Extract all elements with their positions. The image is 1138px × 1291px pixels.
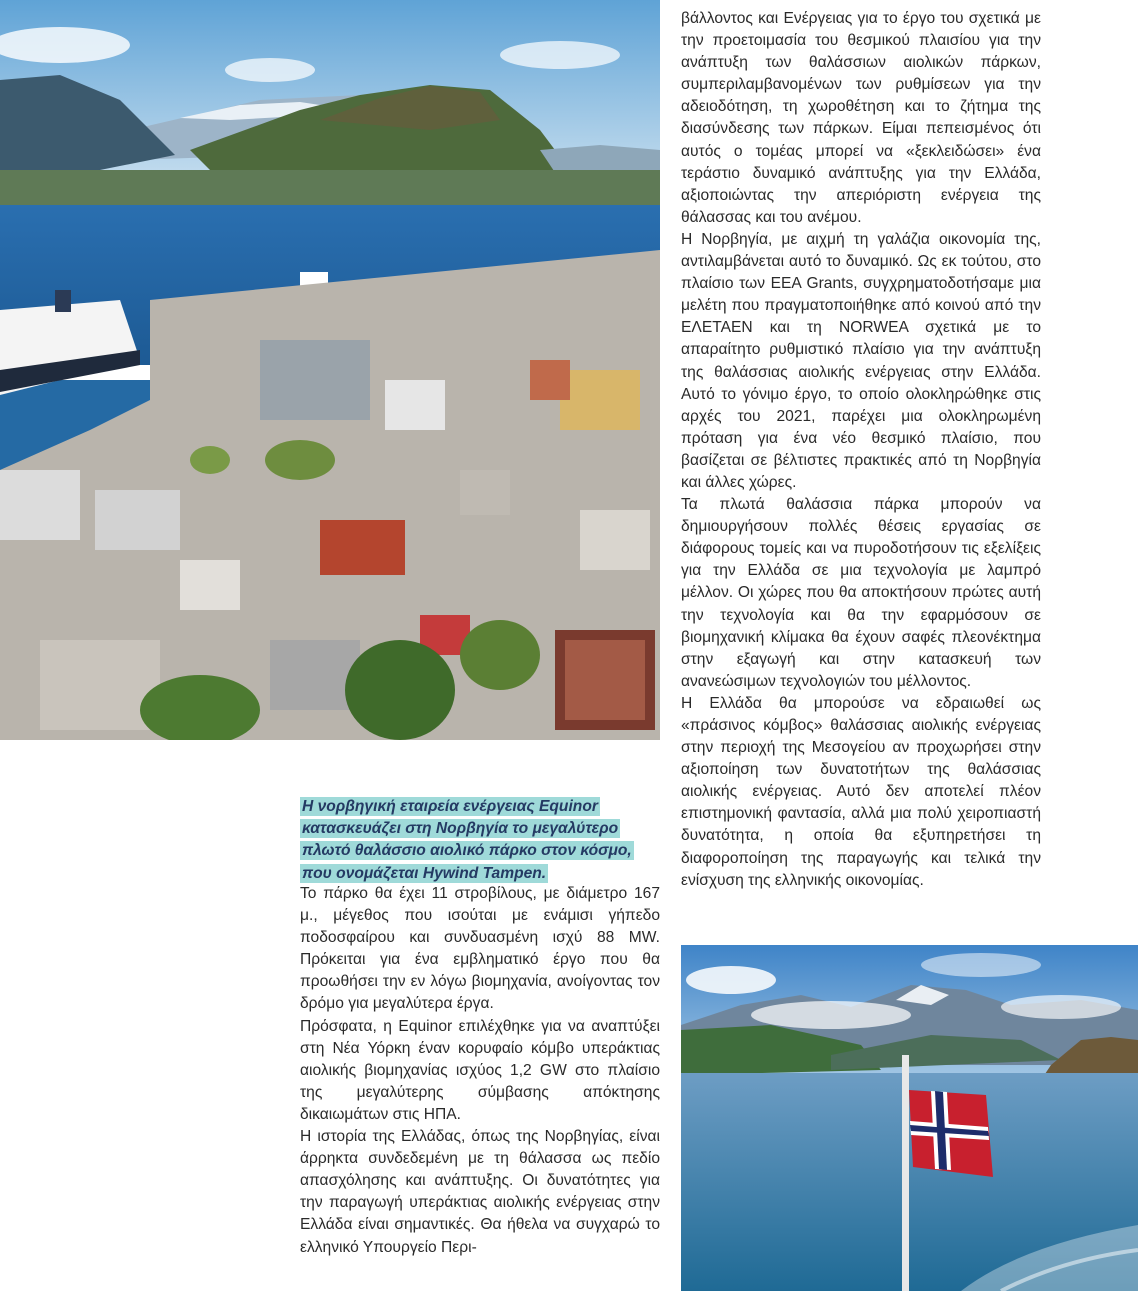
paragraph: Πρόσφατα, η Equinor επιλέχθηκε για να αναπτύξει στη Νέα Υόρκη έναν κορυφαίο κόμβο υπεράκτιας αιολικής βιομηχανίας ισχύος 1,2 GW στο πλαίσιο της μεγαλύτερης σύμβασης απόκτησης δικαιωμάτων στις ΗΠΑ. xyxy=(300,1017,660,1123)
paragraph: Η Ελλάδα θα μπορούσε να εδραιωθεί ως «πράσινος κόμβος» θαλάσσιας αιολικής ενέργειας στην περιοχή της Μεσογείου αν προχωρήσει στην αξιοποίηση των δυνατοτήτων της θαλάσσιας αιολικής ενέργειας. Αυτό δεν αποτελεί πλέον επιστημονική φαντασία, αλλά μια πολύ χειροπιαστή δυνατότητα, η οποία θα εξυπηρετήσει τη διαφοροποίηση της παραγωγής και τελικά την ενίσχυση της ελληνικής οικονομίας. xyxy=(681,694,1041,889)
highlight-quote-text: Η νορβηγική εταιρεία ενέργειας Equinor κατασκευάζει στη Νορβηγία το μεγαλύτερο πλωτό θαλάσσιο αιολικό πάρκο στον κόσμο, που ονομάζεται Hywind Tampen. xyxy=(302,798,632,882)
right-text-column xyxy=(681,8,1041,892)
paragraph: βάλλοντος και Ενέργειας για το έργο του σχετικά με την προετοιμασία του θεσμικού πλαισίου για την ανάπτυξη των θαλάσσιων αιολικών πάρκων, συμπεριλαμβανομένων των ρυθμίσεων για την αδειοδότηση, τη χωροθέτηση και το ζήτημα της διασύνδεσης των πάρκων. Είμαι πεπεισμένος ότι αυτός ο τομέας μπορεί να «ξεκλειδώσει» ένα τεράστιο δυναμικό ανάπτυξης για την Ελλάδα, αξιοποιώντας την απεριόριστη ενέργεια της θάλασσας και του ανέμου. xyxy=(681,10,1041,226)
norwegian-flag-fjord-photo xyxy=(681,945,1138,1291)
left-text-column xyxy=(300,883,660,1259)
aerial-town-harbor-photo xyxy=(0,0,660,740)
paragraph: Τα πλωτά θαλάσσια πάρκα μπορούν να δημιουργήσουν πολλές θέσεις εργασίας σε διάφορους τομείς και να πυροδοτήσουν τις εξελίξεις για την Ελλάδα σε μια τεχνολογία με λαμπρό μέλλον. Οι χώρες που θα αποκτήσουν πρώτες αυτή την τεχνολογία και θα την εφαρμόσουν σε βιομηχανική κλίμακα θα έχουν σαφές πλεονέκτημα στην εξαγωγή και στην κατασκευή των ανανεώσιμων τεχνολογιών του μέλλοντος. xyxy=(681,496,1041,690)
highlight-quote xyxy=(300,796,660,885)
paragraph: Η Νορβηγία, με αιχμή τη γαλάζια οικονομία της, αντιλαμβάνεται αυτό το δυναμικό. Ως εκ τούτου, στο πλαίσιο των EEA Grants, συγχρηματοδοτήσαμε μια μελέτη που πραγματοποιήθηκε από κοινού από την ΕΛΕΤΑΕΝ και τη NORWEA σχετικά με το απαραίτητο ρυθμιστικό πλαίσιο για την ανάπτυξη της θαλάσσιας αιολικής ενέργειας στην Ελλάδα. Αυτό το γόνιμο έργο, το οποίο ολοκληρώθηκε στις αρχές του 2021, παρέχει μια ολοκληρωμένη πρόταση για ένα νέο θεσμικό πλαίσιο, που βασίζεται σε βέλτιστες πρακτικές από τη Νορβηγία και άλλες χώρες. xyxy=(681,230,1041,491)
paragraph: Το πάρκο θα έχει 11 στροβίλους, με διάμετρο 167 μ., μέγεθος που ισούται με ενάμισι γήπεδο ποδοσφαίρου και συνδυασμένη ισχύ 88 MW. Πρόκειται για ένα εμβληματικό έργο που θα προωθήσει την εν λόγω βιομηχανία, ανοίγοντας τον δρόμο για μεγαλύτερα έργα. xyxy=(300,885,660,1013)
paragraph: Η ιστορία της Ελλάδας, όπως της Νορβηγίας, είναι άρρηκτα συνδεδεμένη με τη θάλασσα ως πεδίο απασχόλησης και ανάπτυξης. Οι δυνατότητες για την παραγωγή υπεράκτιας αιολικής ενέργειας στην Ελλάδα είναι σημαντικές. Θα ήθελα να συγχαρώ το ελληνικό Υπουργείο Περι- xyxy=(300,1128,660,1256)
